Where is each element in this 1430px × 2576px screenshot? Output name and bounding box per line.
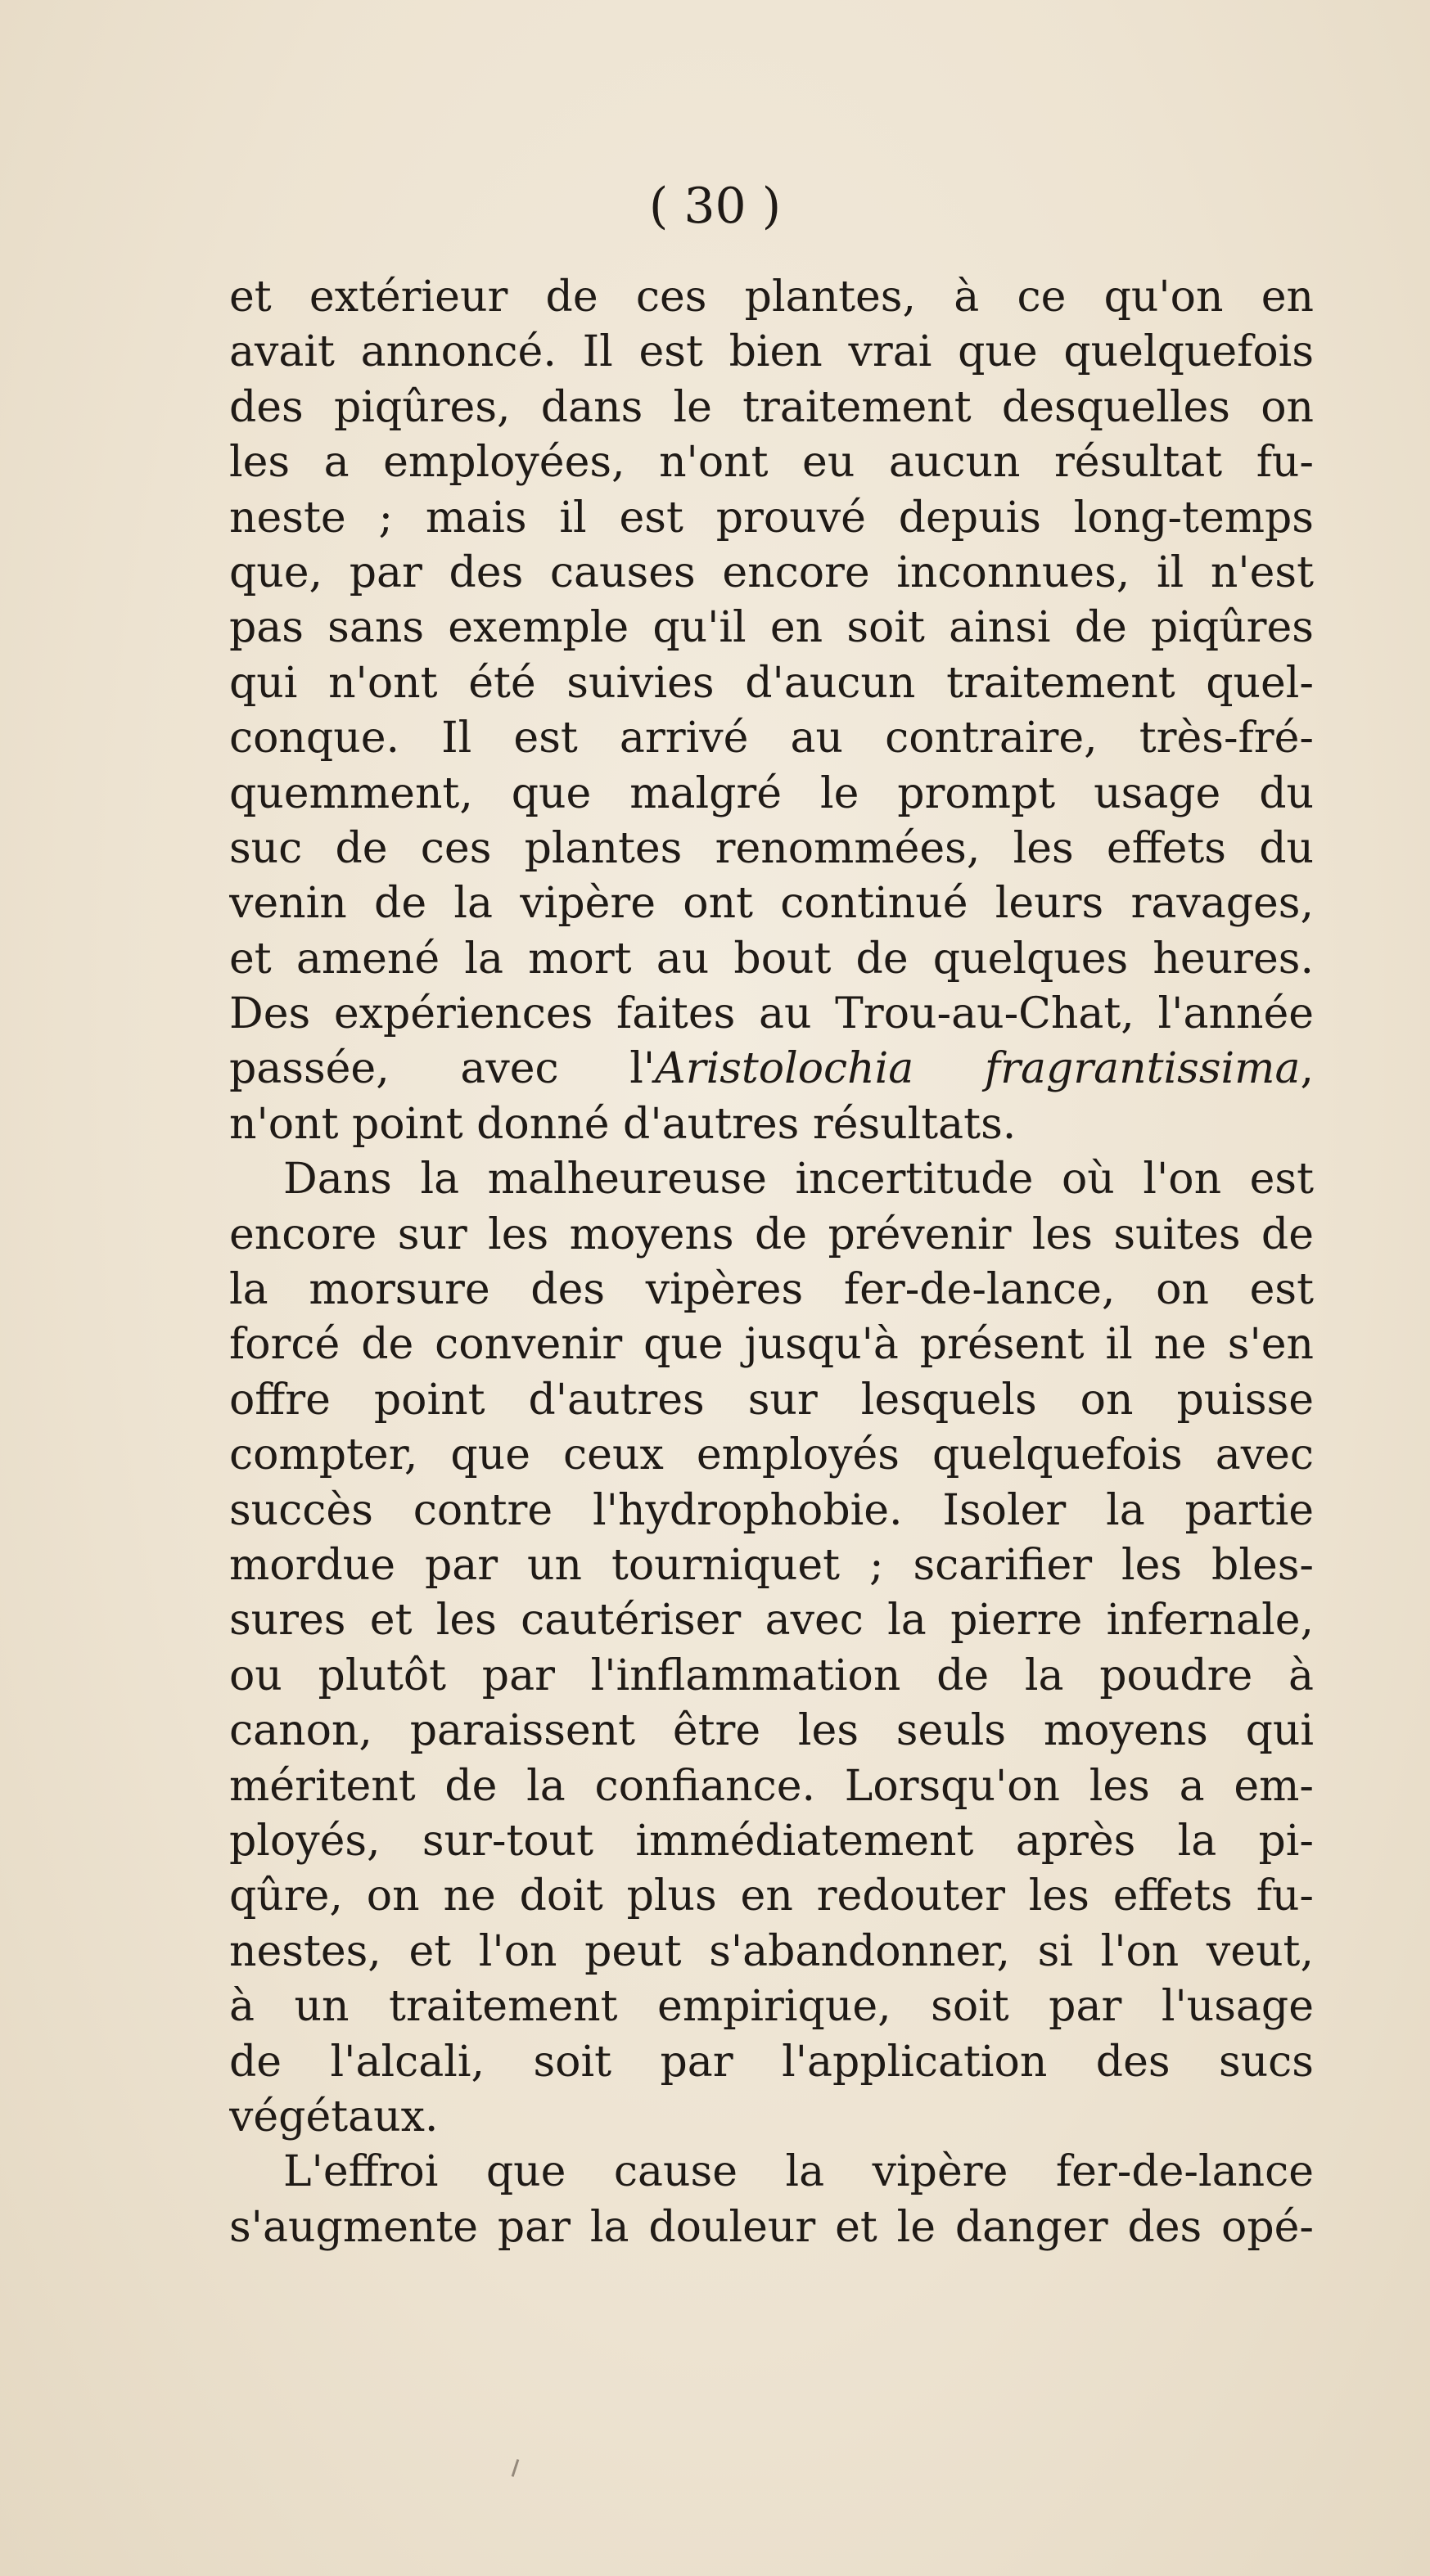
text-line: mordue par un tourniquet ; scarifier les bles- [229, 1540, 1314, 1590]
text-line: s'augmente par la douleur et le danger des opé- [229, 2202, 1314, 2252]
text-line: compter, que ceux employés quelquefois avec [229, 1430, 1314, 1480]
text-line: végétaux. [229, 2092, 439, 2141]
text-line: que, par des causes encore inconnues, il n'est [229, 547, 1314, 597]
text-line: de l'alcali, soit par l'application des sucs [229, 2037, 1314, 2087]
text-line: pas sans exemple qu'il en soit ainsi de piqûres [229, 603, 1314, 653]
text-line: neste ; mais il est prouvé depuis long-temps [229, 493, 1314, 543]
paragraph-first-line: Dans la malheureuse incertitude où l'on est [283, 1155, 1314, 1205]
text-line: à un traitement empirique, soit par l'usage [229, 1982, 1314, 2032]
text-line: des piqûres, dans le traitement desquelles on [229, 382, 1314, 432]
text-line: offre point d'autres sur lesquels on puisse [229, 1375, 1314, 1425]
ink-speck [512, 2459, 520, 2477]
text-line: n'ont point donné d'autres résultats. [229, 1099, 1017, 1149]
text-line: suc de ces plantes renommées, les effets du [229, 823, 1314, 873]
text-line: venin de la vipère ont continué leurs ravages, [229, 879, 1314, 929]
text-line: la morsure des vipères fer-de-lance, on est [229, 1265, 1314, 1315]
text-line: forcé de convenir que jusqu'à présent il ne s'en [229, 1320, 1314, 1370]
text-line: Des expériences faites au Trou-au-Chat, l'année [229, 989, 1314, 1039]
body-text [229, 270, 1314, 2255]
text-line: nestes, et l'on peut s'abandonner, si l'on veut, [229, 1926, 1314, 1976]
text-line: quemment, que malgré le prompt usage du [229, 768, 1314, 818]
text-line: ou plutôt par l'inflammation de la poudre à [229, 1651, 1314, 1700]
text-line: les a employées, n'ont eu aucun résultat fu- [229, 438, 1314, 488]
text-line: et amené la mort au bout de quelques heures. [229, 934, 1314, 984]
paragraph-first-line: L'effroi que cause la vipère fer-de-lance [283, 2147, 1314, 2197]
text-line: méritent de la confiance. Lorsqu'on les a em- [229, 1761, 1314, 1811]
text-line: canon, paraissent être les seuls moyens qui [229, 1706, 1314, 1756]
text-fragment: passée, avec l' [229, 1044, 656, 1094]
text-line: ployés, sur-tout immédiatement après la pi- [229, 1816, 1314, 1866]
text-line: et extérieur de ces plantes, à ce qu'on en [229, 272, 1314, 322]
text-fragment: , [1300, 1044, 1314, 1094]
text-line: sures et les cautériser avec la pierre infernale, [229, 1596, 1314, 1646]
text-line: encore sur les moyens de prévenir les suites de [229, 1209, 1314, 1259]
text-line: conque. Il est arrivé au contraire, très-fré- [229, 714, 1314, 763]
text-line [229, 1042, 1314, 1097]
text-line: qûre, on ne doit plus en redouter les effets fu- [229, 1871, 1314, 1921]
text-line: succès contre l'hydrophobie. Isoler la partie [229, 1485, 1314, 1535]
species-name-italic: Aristolochia fragrantissima [655, 1044, 1301, 1094]
text-line: qui n'ont été suivies d'aucun traitement quel- [229, 658, 1314, 708]
page-number: ( 30 ) [648, 178, 782, 235]
text-line: avait annoncé. Il est bien vrai que quelquefois [229, 327, 1314, 377]
